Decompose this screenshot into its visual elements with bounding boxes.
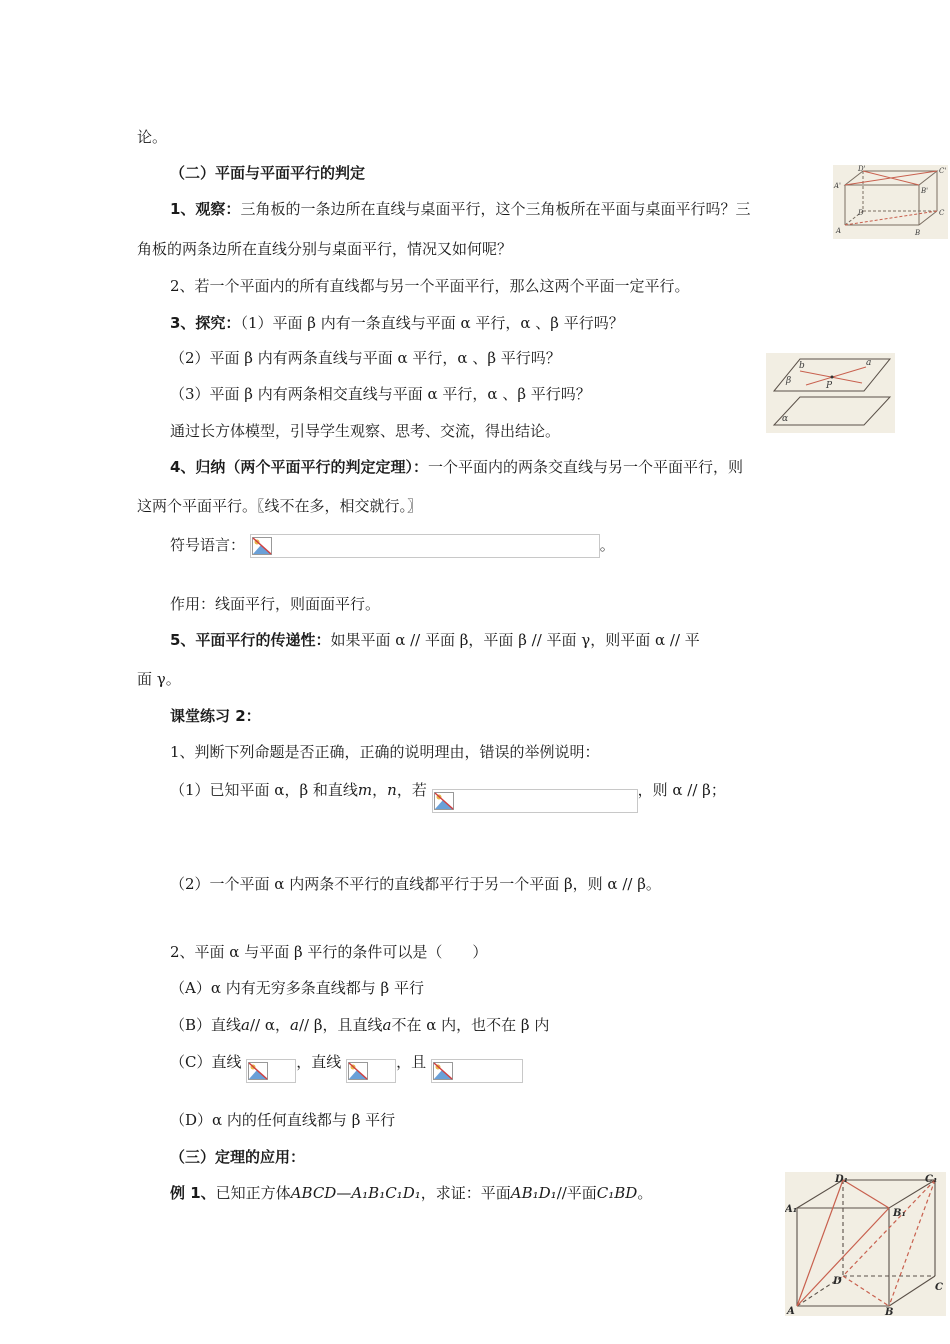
question-1a: （1）已知平面 α，β 和直线m，n，若 ，则 α // β； bbox=[170, 779, 726, 803]
text-line: 作用：线面平行，则面面平行。 bbox=[170, 595, 381, 613]
paragraph-transitivity: 5、平面平行的传递性：如果平面 α // 平面 β，平面 β // 平面 γ，则平面 α // 平 bbox=[170, 631, 700, 649]
figure-label: C bbox=[935, 1282, 943, 1293]
parallel-planes-figure bbox=[766, 353, 895, 433]
cube-figure bbox=[785, 1172, 946, 1316]
section-heading: （二）平面与平面平行的判定 bbox=[170, 164, 366, 182]
box-figure bbox=[833, 165, 948, 239]
figure-label: D₁ bbox=[835, 1174, 849, 1185]
text-line: （2）平面 β 内有两条直线与平面 α 平行，α 、β 平行吗？ bbox=[170, 349, 561, 367]
broken-image-icon bbox=[250, 534, 600, 558]
broken-image-icon bbox=[432, 789, 638, 813]
figure-label: D bbox=[858, 209, 864, 217]
figure-label: C₁ bbox=[925, 1174, 938, 1185]
figure-label: A bbox=[836, 227, 842, 235]
paragraph-explore: 3、探究：（1）平面 β 内有一条直线与平面 α 平行，α 、β 平行吗？ bbox=[170, 314, 624, 332]
figure-label: P bbox=[826, 381, 833, 391]
figure-label: a bbox=[866, 358, 872, 368]
text-line: 1、判断下列命题是否正确，正确的说明理由，错误的举例说明： bbox=[170, 743, 600, 761]
section-heading: （三）定理的应用： bbox=[170, 1148, 306, 1166]
figure-label: b bbox=[799, 361, 805, 371]
figure-label: B bbox=[915, 229, 921, 237]
option-a: （A）α 内有无穷多条直线都与 β 平行 bbox=[170, 979, 424, 997]
figure-label: D' bbox=[858, 165, 866, 173]
paragraph-summary: 4、归纳（两个平面平行的判定定理）：一个平面内的两条交直线与另一个平面平行，则 bbox=[170, 458, 743, 476]
figure-label: A' bbox=[834, 182, 841, 190]
text-line: 这两个平面平行。〖线不在多，相交就行。〗 bbox=[137, 497, 423, 515]
example-1: 例 1、已知正方体ABCD—A₁B₁C₁D₁，求证：平面AB₁D₁//平面C₁BD。 bbox=[170, 1184, 653, 1202]
option-d: （D）α 内的任何直线都与 β 平行 bbox=[170, 1111, 396, 1129]
figure-label: B bbox=[885, 1307, 894, 1316]
symbol-language-line: 符号语言： 。 bbox=[170, 534, 615, 558]
figure-label: D bbox=[833, 1276, 842, 1287]
figure-label: B' bbox=[921, 187, 929, 195]
figure-label: A bbox=[787, 1306, 795, 1316]
figure-label: C' bbox=[939, 167, 947, 175]
figure-label: A₁ bbox=[785, 1204, 798, 1215]
text-line: 2、若一个平面内的所有直线都与另一个平面平行，那么这两个平面一定平行。 bbox=[170, 277, 690, 295]
text-line: 论。 bbox=[137, 128, 168, 146]
practice-heading: 课堂练习 2： bbox=[170, 707, 261, 725]
figure-label: C bbox=[939, 209, 945, 217]
text-line: 通过长方体模型，引导学生观察、思考、交流，得出结论。 bbox=[170, 422, 561, 440]
text-line: （2）一个平面 α 内两条不平行的直线都平行于另一个平面 β，则 α // β。 bbox=[170, 875, 661, 893]
text-line: （3）平面 β 内有两条相交直线与平面 α 平行，α 、β 平行吗？ bbox=[170, 385, 591, 403]
broken-image-icon bbox=[346, 1059, 396, 1083]
option-c: （C）直线 ，直线 ，且 bbox=[170, 1051, 523, 1075]
broken-image-icon bbox=[431, 1059, 523, 1083]
option-b: （B）直线a// α，a// β，且直线a不在 α 内，也不在 β 内 bbox=[170, 1016, 550, 1034]
text-line: 角板的两条边所在直线分别与桌面平行，情况又如何呢？ bbox=[137, 240, 513, 258]
text-line: 面 γ。 bbox=[137, 670, 181, 688]
text-line: 2、平面 α 与平面 β 平行的条件可以是（ ） bbox=[170, 943, 488, 961]
figure-label: β bbox=[786, 376, 792, 386]
figure-label: α bbox=[782, 414, 789, 424]
figure-label: B₁ bbox=[893, 1208, 906, 1219]
broken-image-icon bbox=[246, 1059, 296, 1083]
paragraph-observe: 1、观察：三角板的一条边所在直线与桌面平行，这个三角板所在平面与桌面平行吗？三 bbox=[170, 200, 751, 218]
